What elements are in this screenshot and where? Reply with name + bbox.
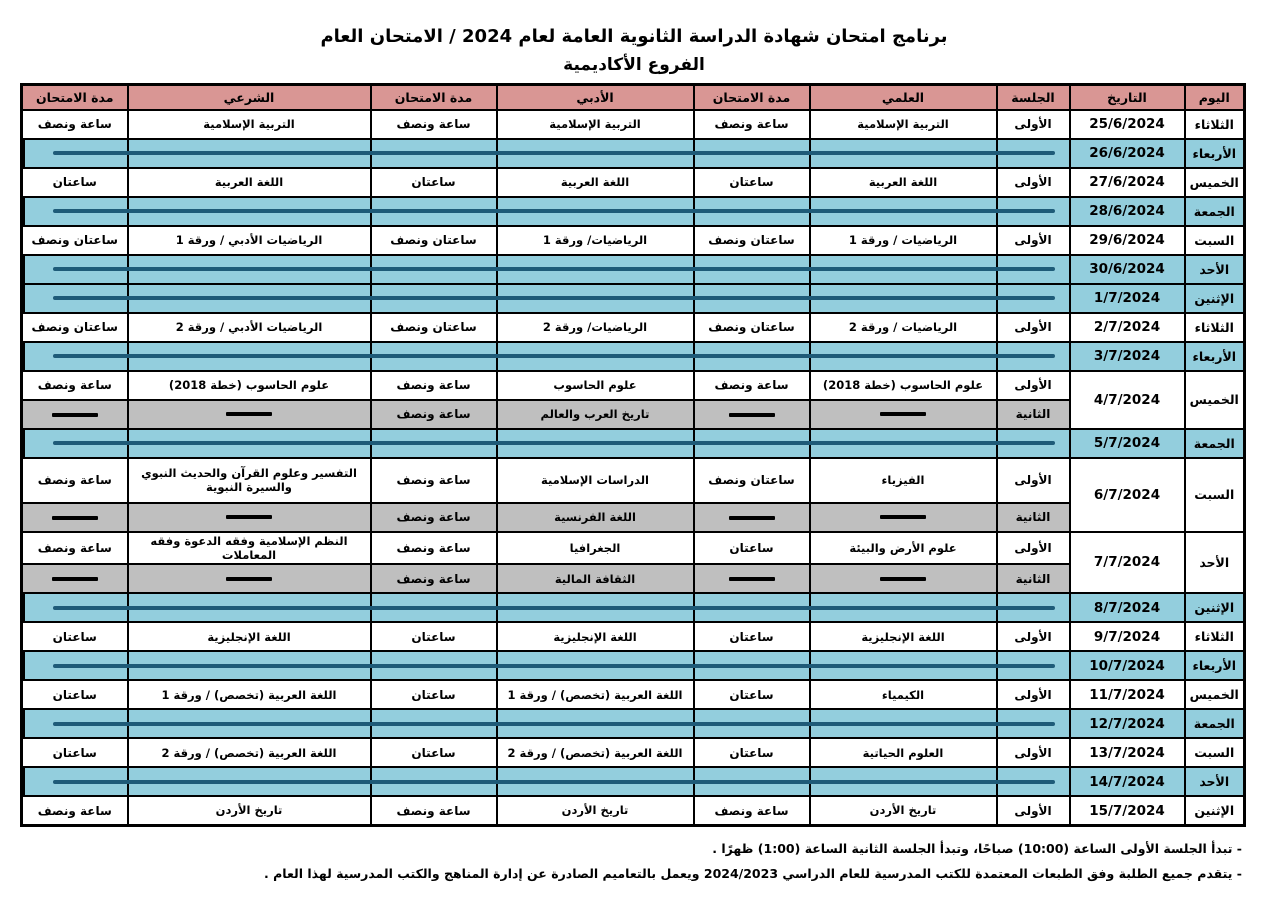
no-exam-line	[53, 296, 1055, 300]
column-header-date: التاريخ	[1070, 85, 1185, 110]
no-exam-dash	[729, 577, 775, 581]
page-title: برنامج امتحان شهادة الدراسة الثانوية العامة لعام 2024 / الامتحان العام	[320, 26, 948, 47]
no-exam-dash	[226, 577, 272, 581]
sharia-duration-cell: ساعتان	[22, 168, 128, 197]
date-cell: 15/7/2024	[1070, 796, 1185, 825]
day-cell: الثلاثاء	[1185, 622, 1245, 651]
no-exam-line	[53, 267, 1055, 271]
footnote-textbooks: - يتقدم جميع الطلبة وفق الطبعات المعتمدة للكتب المدرسية للعام الدراسي 2024/2023 ويعمل بالتعاميم الصادرة عن إدارة المناهج والكتب المدرسية لهذا العام .	[264, 865, 1242, 881]
day-cell: الإثنين	[1185, 284, 1245, 313]
scientific-subject-cell: الرياضيات / ورقة 2	[810, 313, 997, 342]
day-cell: الخميس	[1185, 680, 1245, 709]
date-cell: 13/7/2024	[1070, 738, 1185, 767]
holiday-cell-grid	[23, 343, 1069, 370]
no-exam-line	[53, 606, 1055, 610]
exam-row	[22, 458, 1245, 503]
date-cell: 9/7/2024	[1070, 622, 1185, 651]
sharia-duration-cell: ساعتان	[22, 738, 128, 767]
day-cell: الأربعاء	[1185, 651, 1245, 680]
column-header-day: اليوم	[1185, 85, 1245, 110]
literary-subject-cell: علوم الحاسوب	[497, 371, 694, 400]
session-cell: الأولى	[997, 371, 1070, 400]
no-exam-line	[53, 722, 1055, 726]
literary-duration-cell: ساعة ونصف	[371, 458, 497, 503]
scientific-duration-cell: ساعتان ونصف	[694, 458, 810, 503]
scientific-duration-cell	[694, 564, 810, 593]
day-cell: الجمعة	[1185, 197, 1245, 226]
sharia-duration-cell: ساعة ونصف	[22, 532, 128, 565]
scientific-subject-cell: التربية الإسلامية	[810, 110, 997, 139]
holiday-row	[22, 342, 1245, 371]
exam-row	[22, 796, 1245, 825]
literary-subject-cell: تاريخ الأردن	[497, 796, 694, 825]
no-exam-line	[53, 441, 1055, 445]
holiday-strike-cell	[22, 651, 1070, 680]
sharia-subject-cell	[128, 564, 371, 593]
exam-row	[22, 168, 1245, 197]
literary-duration-cell: ساعة ونصف	[371, 371, 497, 400]
session-cell: الثانية	[997, 564, 1070, 593]
no-exam-dash	[880, 515, 926, 519]
date-cell: 14/7/2024	[1070, 767, 1185, 796]
session-cell: الأولى	[997, 110, 1070, 139]
literary-duration-cell: ساعة ونصف	[371, 400, 497, 429]
scientific-subject-cell: علوم الحاسوب (خطة 2018)	[810, 371, 997, 400]
day-cell: الجمعة	[1185, 429, 1245, 458]
holiday-strike-cell	[22, 197, 1070, 226]
holiday-strike-cell	[22, 767, 1070, 796]
scientific-subject-cell: اللغة العربية	[810, 168, 997, 197]
holiday-row	[22, 651, 1245, 680]
no-exam-dash	[52, 413, 98, 417]
holiday-row	[22, 284, 1245, 313]
day-cell: الخميس	[1185, 168, 1245, 197]
scientific-subject-cell: الرياضيات / ورقة 1	[810, 226, 997, 255]
scientific-subject-cell: الكيمياء	[810, 680, 997, 709]
no-exam-line	[53, 664, 1055, 668]
literary-subject-cell: الدراسات الإسلامية	[497, 458, 694, 503]
footnote-session-times: - تبدأ الجلسة الأولى الساعة (10:00) صباحًا، وتبدأ الجلسة الثانية الساعة (1:00) ظهرًا .	[712, 840, 1242, 856]
scientific-subject-cell	[810, 400, 997, 429]
literary-duration-cell: ساعتان	[371, 738, 497, 767]
holiday-cell-grid	[23, 285, 1069, 312]
literary-duration-cell: ساعة ونصف	[371, 796, 497, 825]
exam-row	[22, 110, 1245, 139]
no-exam-dash	[226, 515, 272, 519]
sharia-subject-cell	[128, 503, 371, 532]
scientific-duration-cell: ساعة ونصف	[694, 796, 810, 825]
sharia-subject-cell: التربية الإسلامية	[128, 110, 371, 139]
session-cell: الأولى	[997, 226, 1070, 255]
no-exam-line	[53, 151, 1055, 155]
exam-row	[22, 532, 1245, 565]
scientific-duration-cell: ساعتان ونصف	[694, 313, 810, 342]
day-cell: الأحد	[1185, 767, 1245, 796]
day-cell: الإثنين	[1185, 593, 1245, 622]
no-exam-dash	[880, 412, 926, 416]
day-cell: الخميس	[1185, 371, 1245, 429]
scientific-duration-cell	[694, 503, 810, 532]
second-session-row	[22, 400, 1245, 429]
date-cell: 29/6/2024	[1070, 226, 1185, 255]
day-cell: الجمعة	[1185, 709, 1245, 738]
schedule-body	[22, 110, 1245, 826]
scientific-duration-cell: ساعتان	[694, 680, 810, 709]
date-cell: 25/6/2024	[1070, 110, 1185, 139]
literary-duration-cell: ساعتان	[371, 168, 497, 197]
date-cell: 3/7/2024	[1070, 342, 1185, 371]
exam-row	[22, 371, 1245, 400]
literary-subject-cell: اللغة العربية	[497, 168, 694, 197]
holiday-row	[22, 255, 1245, 284]
sharia-subject-cell: علوم الحاسوب (خطة 2018)	[128, 371, 371, 400]
literary-duration-cell: ساعة ونصف	[371, 564, 497, 593]
holiday-cell-grid	[23, 430, 1069, 457]
sharia-duration-cell: ساعة ونصف	[22, 371, 128, 400]
literary-duration-cell: ساعتان	[371, 680, 497, 709]
sharia-subject-cell: اللغة العربية	[128, 168, 371, 197]
no-exam-dash	[880, 577, 926, 581]
literary-duration-cell: ساعة ونصف	[371, 532, 497, 565]
day-cell: الأحد	[1185, 532, 1245, 594]
holiday-row	[22, 593, 1245, 622]
holiday-cell-grid	[23, 594, 1069, 621]
no-exam-dash	[729, 413, 775, 417]
scientific-subject-cell: علوم الأرض والبيئة	[810, 532, 997, 565]
day-cell: السبت	[1185, 738, 1245, 767]
column-header-duration-literary: مدة الامتحان	[371, 85, 497, 110]
date-cell: 27/6/2024	[1070, 168, 1185, 197]
holiday-strike-cell	[22, 342, 1070, 371]
date-cell: 4/7/2024	[1070, 371, 1185, 429]
sharia-duration-cell: ساعتان	[22, 622, 128, 651]
literary-subject-cell: اللغة العربية (تخصص) / ورقة 2	[497, 738, 694, 767]
holiday-strike-cell	[22, 139, 1070, 168]
sharia-subject-cell: اللغة العربية (تخصص) / ورقة 1	[128, 680, 371, 709]
sharia-duration-cell: ساعتان ونصف	[22, 313, 128, 342]
holiday-strike-cell	[22, 709, 1070, 738]
scientific-subject-cell: اللغة الإنجليزية	[810, 622, 997, 651]
session-cell: الثانية	[997, 503, 1070, 532]
session-cell: الأولى	[997, 532, 1070, 565]
day-cell: الإثنين	[1185, 796, 1245, 825]
scientific-duration-cell: ساعتان	[694, 168, 810, 197]
date-cell: 12/7/2024	[1070, 709, 1185, 738]
date-cell: 26/6/2024	[1070, 139, 1185, 168]
scientific-duration-cell: ساعة ونصف	[694, 110, 810, 139]
sharia-duration-cell: ساعة ونصف	[22, 110, 128, 139]
date-cell: 28/6/2024	[1070, 197, 1185, 226]
holiday-cell-grid	[23, 140, 1069, 167]
sharia-subject-cell: الرياضيات الأدبي / ورقة 1	[128, 226, 371, 255]
sharia-duration-cell	[22, 400, 128, 429]
literary-duration-cell: ساعتان ونصف	[371, 226, 497, 255]
day-cell: الثلاثاء	[1185, 110, 1245, 139]
date-cell: 5/7/2024	[1070, 429, 1185, 458]
sharia-duration-cell: ساعة ونصف	[22, 796, 128, 825]
literary-duration-cell: ساعتان ونصف	[371, 313, 497, 342]
holiday-strike-cell	[22, 284, 1070, 313]
holiday-cell-grid	[23, 768, 1069, 795]
column-header-duration-sharia: مدة الامتحان	[22, 85, 128, 110]
scientific-duration-cell	[694, 400, 810, 429]
day-cell: الأربعاء	[1185, 342, 1245, 371]
no-exam-dash	[52, 577, 98, 581]
page-subtitle: الفروع الأكاديمية	[563, 55, 705, 75]
sharia-duration-cell	[22, 503, 128, 532]
second-session-row	[22, 564, 1245, 593]
literary-duration-cell: ساعة ونصف	[371, 110, 497, 139]
second-session-row	[22, 503, 1245, 532]
scientific-duration-cell: ساعتان	[694, 622, 810, 651]
exam-schedule-table	[20, 83, 1246, 827]
date-cell: 7/7/2024	[1070, 532, 1185, 594]
holiday-cell-grid	[23, 256, 1069, 283]
date-cell: 11/7/2024	[1070, 680, 1185, 709]
session-cell: الأولى	[997, 738, 1070, 767]
session-cell: الأولى	[997, 796, 1070, 825]
exam-row	[22, 680, 1245, 709]
column-header-scientific: العلمي	[810, 85, 997, 110]
date-cell: 10/7/2024	[1070, 651, 1185, 680]
holiday-row	[22, 429, 1245, 458]
date-cell: 30/6/2024	[1070, 255, 1185, 284]
no-exam-dash	[729, 516, 775, 520]
sharia-subject-cell: اللغة العربية (تخصص) / ورقة 2	[128, 738, 371, 767]
exam-row	[22, 313, 1245, 342]
holiday-cell-grid	[23, 710, 1069, 737]
no-exam-dash	[226, 412, 272, 416]
sharia-duration-cell: ساعتان ونصف	[22, 226, 128, 255]
no-exam-line	[53, 354, 1055, 358]
scientific-duration-cell: ساعتان ونصف	[694, 226, 810, 255]
literary-duration-cell: ساعة ونصف	[371, 503, 497, 532]
literary-subject-cell: الرياضيات/ ورقة 1	[497, 226, 694, 255]
scientific-duration-cell: ساعة ونصف	[694, 371, 810, 400]
session-cell: الأولى	[997, 680, 1070, 709]
no-exam-line	[53, 209, 1055, 213]
column-header-duration-scientific: مدة الامتحان	[694, 85, 810, 110]
day-cell: السبت	[1185, 458, 1245, 532]
scientific-duration-cell: ساعتان	[694, 532, 810, 565]
literary-subject-cell: اللغة العربية (تخصص) / ورقة 1	[497, 680, 694, 709]
holiday-strike-cell	[22, 593, 1070, 622]
session-cell: الأولى	[997, 458, 1070, 503]
scientific-duration-cell: ساعتان	[694, 738, 810, 767]
holiday-strike-cell	[22, 429, 1070, 458]
literary-subject-cell: اللغة الإنجليزية	[497, 622, 694, 651]
holiday-row	[22, 139, 1245, 168]
day-cell: الأحد	[1185, 255, 1245, 284]
session-cell: الأولى	[997, 313, 1070, 342]
sharia-duration-cell	[22, 564, 128, 593]
scientific-subject-cell: تاريخ الأردن	[810, 796, 997, 825]
literary-subject-cell: تاريخ العرب والعالم	[497, 400, 694, 429]
session-cell: الثانية	[997, 400, 1070, 429]
date-cell: 1/7/2024	[1070, 284, 1185, 313]
session-cell: الأولى	[997, 622, 1070, 651]
date-cell: 2/7/2024	[1070, 313, 1185, 342]
literary-subject-cell: التربية الإسلامية	[497, 110, 694, 139]
literary-subject-cell: الجغرافيا	[497, 532, 694, 565]
literary-duration-cell: ساعتان	[371, 622, 497, 651]
no-exam-dash	[52, 516, 98, 520]
sharia-subject-cell	[128, 400, 371, 429]
date-cell: 6/7/2024	[1070, 458, 1185, 532]
header-row	[22, 85, 1245, 110]
sharia-duration-cell: ساعة ونصف	[22, 458, 128, 503]
literary-subject-cell: الرياضيات/ ورقة 2	[497, 313, 694, 342]
scientific-subject-cell	[810, 564, 997, 593]
literary-subject-cell: الثقافة المالية	[497, 564, 694, 593]
scientific-subject-cell: الفيزياء	[810, 458, 997, 503]
sharia-subject-cell: النظم الإسلامية وفقه الدعوة وفقه المعاملات	[128, 532, 371, 565]
day-cell: الأربعاء	[1185, 139, 1245, 168]
column-header-session: الجلسة	[997, 85, 1070, 110]
exam-row	[22, 738, 1245, 767]
sharia-subject-cell: التفسير وعلوم القرآن والحديث النبوي والسيرة النبوية	[128, 458, 371, 503]
no-exam-line	[53, 780, 1055, 784]
session-cell: الأولى	[997, 168, 1070, 197]
scientific-subject-cell: العلوم الحياتية	[810, 738, 997, 767]
holiday-row	[22, 197, 1245, 226]
holiday-cell-grid	[23, 652, 1069, 679]
column-header-sharia: الشرعي	[128, 85, 371, 110]
exam-row	[22, 622, 1245, 651]
footnotes	[22, 841, 1246, 881]
literary-subject-cell: اللغة الفرنسية	[497, 503, 694, 532]
exam-row	[22, 226, 1245, 255]
scientific-subject-cell	[810, 503, 997, 532]
holiday-strike-cell	[22, 255, 1070, 284]
column-header-literary: الأدبي	[497, 85, 694, 110]
day-cell: الثلاثاء	[1185, 313, 1245, 342]
date-cell: 8/7/2024	[1070, 593, 1185, 622]
day-cell: السبت	[1185, 226, 1245, 255]
holiday-row	[22, 709, 1245, 738]
sharia-subject-cell: تاريخ الأردن	[128, 796, 371, 825]
sharia-subject-cell: اللغة الإنجليزية	[128, 622, 371, 651]
sharia-duration-cell: ساعتان	[22, 680, 128, 709]
holiday-row	[22, 767, 1245, 796]
sharia-subject-cell: الرياضيات الأدبي / ورقة 2	[128, 313, 371, 342]
holiday-cell-grid	[23, 198, 1069, 225]
